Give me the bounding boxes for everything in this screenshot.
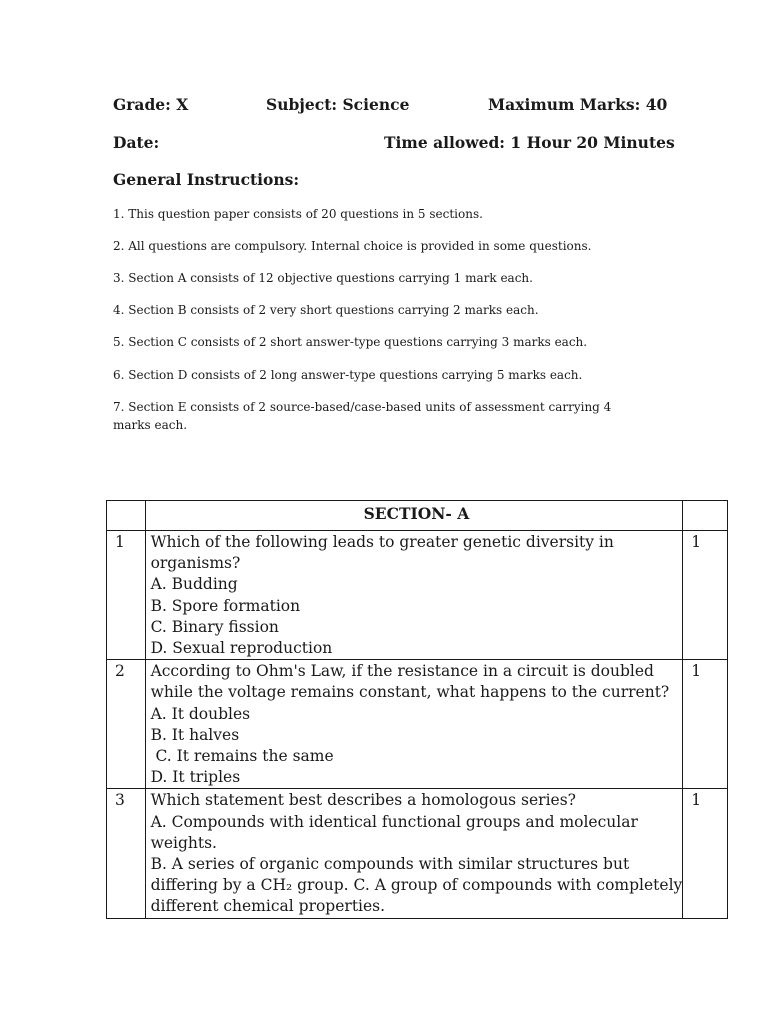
blank-cell: [683, 501, 728, 531]
section-title: SECTION- A: [145, 501, 683, 531]
option-c: C. Binary fission: [150, 617, 279, 636]
question-number: 1: [107, 531, 146, 660]
maximum-marks-label: Maximum Marks: 40: [488, 95, 668, 114]
option-a: A. Compounds with identical functional groups and molecular: [150, 812, 638, 831]
question-row: [107, 531, 728, 660]
blank-cell: [107, 501, 146, 531]
question-line: According to Ohm's Law, if the resistance in a circuit is doubled: [150, 662, 654, 681]
question-marks: 1: [683, 531, 728, 660]
option-b-c: differing by a CH₂ group. C. A group of compounds with completely: [150, 876, 683, 895]
subject-label: Subject: Science: [266, 95, 410, 114]
option-b: B. A series of organic compounds with similar structures but: [150, 855, 630, 874]
question-line: organisms?: [150, 554, 241, 573]
instruction-item: 3. Section A consists of 12 objective questions carrying 1 mark each.: [113, 271, 533, 285]
question-line: Which statement best describes a homologous series?: [150, 791, 576, 810]
question-text: [145, 531, 683, 660]
time-allowed-label: Time allowed: 1 Hour 20 Minutes: [384, 133, 675, 152]
instruction-item: 6. Section D consists of 2 long answer-type questions carrying 5 marks each.: [113, 368, 583, 382]
option-a: A. It doubles: [150, 704, 251, 723]
instruction-item: 1. This question paper consists of 20 questions in 5 sections.: [113, 207, 483, 221]
question-number: 2: [107, 660, 146, 789]
question-line: Which of the following leads to greater genetic diversity in: [150, 533, 614, 551]
instruction-item: 5. Section C consists of 2 short answer-type questions carrying 3 marks each.: [113, 335, 588, 349]
option-b: B. It halves: [150, 725, 240, 744]
question-text: [145, 789, 683, 918]
instruction-item: 7. Section E consists of 2 source-based/case-based units of assessment carrying 4 marks each.: [113, 400, 612, 432]
option-a: A. Budding: [150, 575, 238, 594]
option-d: D. It triples: [150, 768, 241, 787]
question-marks: 1: [683, 660, 728, 789]
question-line: while the voltage remains constant, what happens to the current?: [150, 683, 670, 702]
section-a-table: [106, 500, 728, 919]
question-row: [107, 660, 728, 789]
general-instructions-heading: General Instructions:: [113, 170, 300, 189]
question-marks: 1: [683, 789, 728, 918]
option-d: D. Sexual reproduction: [150, 639, 333, 658]
question-number: 3: [107, 789, 146, 918]
grade-label: Grade: X: [113, 95, 189, 114]
option-c-continued: different chemical properties.: [150, 897, 386, 916]
option-b: B. Spore formation: [150, 596, 301, 615]
question-text: [145, 660, 683, 789]
option-c: C. It remains the same: [150, 747, 334, 766]
instruction-item: 4. Section B consists of 2 very short questions carrying 2 marks each.: [113, 303, 539, 317]
date-label: Date:: [113, 133, 160, 152]
section-header-row: [107, 501, 728, 531]
question-row: [107, 789, 728, 918]
option-a-continued: weights.: [150, 833, 217, 852]
instruction-item: 2. All questions are compulsory. Internal choice is provided in some questions.: [113, 239, 592, 253]
